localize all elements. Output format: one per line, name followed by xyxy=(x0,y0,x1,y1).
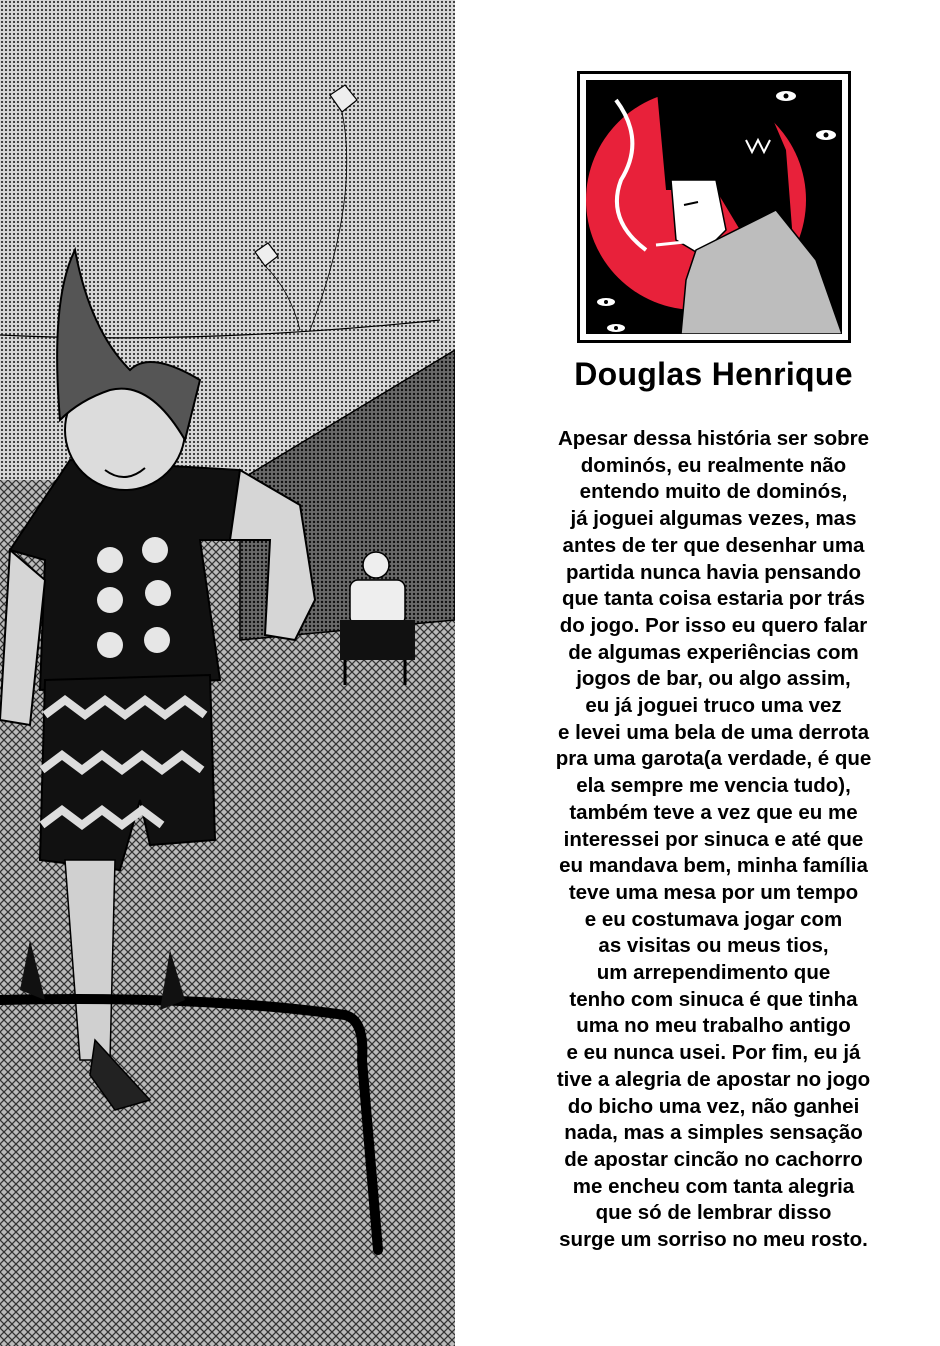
bio-line: do jogo. Por isso eu quero falar xyxy=(559,613,868,637)
bio-line: antes de ter que desenhar uma xyxy=(562,533,865,557)
bio-line: as visitas ou meus tios, xyxy=(598,934,829,958)
bio-line: também teve a vez que eu me xyxy=(569,800,858,824)
bio-line: teve uma mesa por um tempo xyxy=(568,880,859,904)
bio-line: partida nunca havia pensando xyxy=(565,560,862,584)
bio-line: de apostar cincão no cachorro xyxy=(564,1147,863,1171)
bio-line: jogos de bar, ou algo assim, xyxy=(576,667,851,691)
manga-scene-art xyxy=(0,0,455,1346)
bio-line: tive a alegria de apostar no jogo xyxy=(556,1067,871,1091)
bio-line: dominós, eu realmente não xyxy=(580,453,847,477)
bio-line: interessei por sinuca e até que xyxy=(563,827,864,851)
bio-line: do bicho uma vez, não ganhei xyxy=(567,1094,860,1118)
bio-line: que tanta coisa estaria por trás xyxy=(561,587,866,611)
bio-line: que só de lembrar disso xyxy=(595,1201,832,1225)
bio-line: Apesar dessa história ser sobre xyxy=(557,427,870,450)
manga-illustration-panel xyxy=(0,0,455,1346)
bio-line: um arrependimento que xyxy=(596,961,831,985)
bio-line: pra uma garota(a verdade, é que xyxy=(555,747,872,771)
bio-line: e eu costumava jogar com xyxy=(584,907,843,931)
author-portrait-art xyxy=(586,80,842,334)
bio-line: entendo muito de dominós, xyxy=(579,480,848,504)
bio-line: surge um sorriso no meu rosto. xyxy=(559,1228,868,1252)
bio-line: me encheu com tanta alegria xyxy=(572,1174,855,1198)
author-portrait xyxy=(577,71,851,343)
bio-line: e eu nunca usei. Por fim, eu já xyxy=(566,1041,861,1065)
author-bio xyxy=(500,426,927,1254)
bio-line: de algumas experiências com xyxy=(568,640,859,664)
bio-line: ela sempre me vencia tudo), xyxy=(576,774,851,798)
bio-line: e levei uma bela de uma derrota xyxy=(557,720,870,744)
bio-line: uma no meu trabalho antigo xyxy=(576,1014,851,1038)
bio-line: já joguei algumas vezes, mas xyxy=(570,507,857,531)
bio-line: eu já joguei truco uma vez xyxy=(585,694,842,718)
bio-line: tenho com sinuca é que tinha xyxy=(569,987,858,1011)
bio-line: eu mandava bem, minha família xyxy=(559,854,868,878)
bio-line: nada, mas a simples sensação xyxy=(564,1121,863,1145)
author-name: Douglas Henrique xyxy=(574,356,853,392)
